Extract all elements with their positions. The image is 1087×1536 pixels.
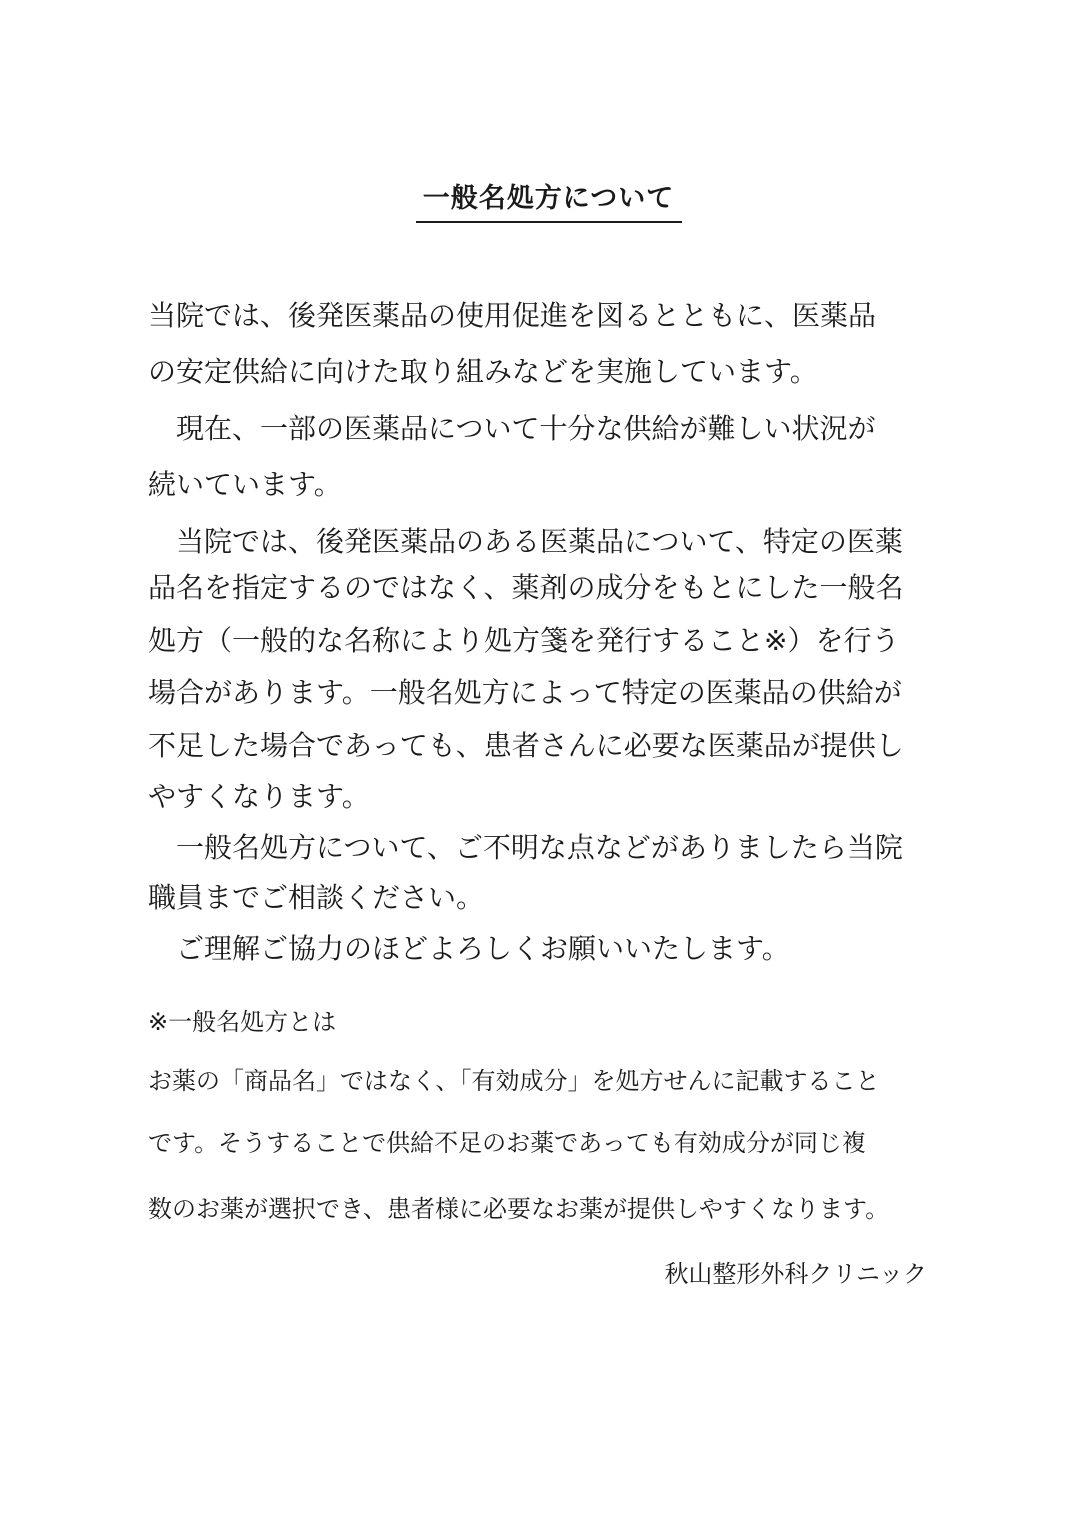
body-line: 現在、一部の医薬品について十分な供給が難しい状況が <box>148 412 876 445</box>
body-line: 職員までご相談ください。 <box>148 881 485 914</box>
document-title: 一般名処方について <box>416 176 682 223</box>
body-line: 品名を指定するのではなく、薬剤の成分をもとにした一般名 <box>148 571 904 604</box>
clinic-signature: 秋山整形外科クリニック <box>664 1260 927 1288</box>
body-line: ご理解ご協力のほどよろしくお願いいたします。 <box>148 932 790 965</box>
note-line: です。そうすることで供給不足のお薬であっても有効成分が同じ複 <box>148 1129 866 1157</box>
body-line: 一般名処方について、ご不明な点などがありましたら当院 <box>148 831 903 864</box>
note-line: お薬の「商品名」ではなく、「有効成分」を処方せんに記載すること <box>148 1067 880 1095</box>
body-line: 処方（一般的な名称により処方箋を発行すること※）を行う <box>148 624 900 657</box>
body-line: 不足した場合であっても、患者さんに必要な医薬品が提供し <box>148 729 904 762</box>
body-line: やすくなります。 <box>148 780 370 813</box>
body-line: の安定供給に向けた取り組みなどを実施しています。 <box>148 355 818 388</box>
body-line: 当院では、後発医薬品の使用促進を図るとともに、医薬品 <box>148 299 877 332</box>
note-heading: ※一般名処方とは <box>148 1008 337 1036</box>
note-line: 数のお薬が選択でき、患者様に必要なお薬が提供しやすくなります。 <box>148 1195 890 1223</box>
body-line: 当院では、後発医薬品のある医薬品について、特定の医薬 <box>148 525 903 558</box>
body-line: 場合があります。一般名処方によって特定の医薬品の供給が <box>148 676 902 709</box>
body-line: 続いています。 <box>148 468 342 501</box>
title-container <box>0 176 1087 223</box>
